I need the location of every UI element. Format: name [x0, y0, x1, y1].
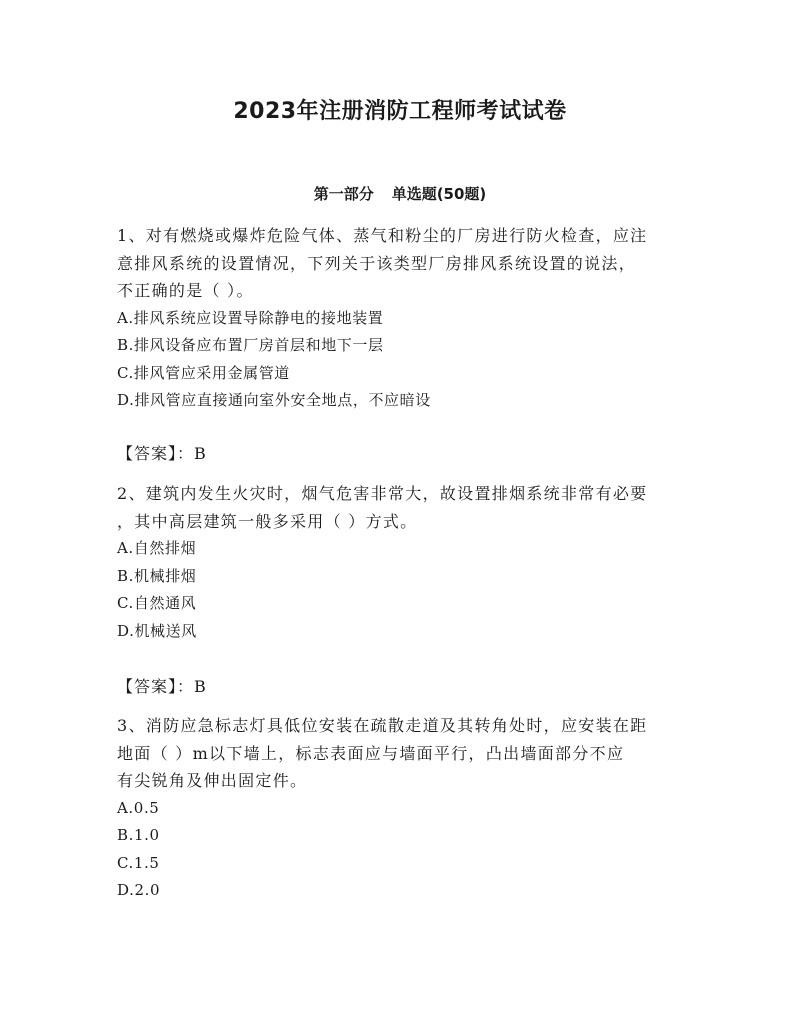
question-2 — [117, 480, 687, 645]
option-a: A.自然排烟 — [117, 539, 197, 557]
option-c: C.1.5 — [117, 853, 160, 872]
section-part: 第一部分 — [313, 185, 374, 203]
answer-value: ：B — [177, 677, 207, 696]
question-text-line: 地面（ ）m以下墙上，标志表面应与墙面平行，凸出墙面部分不应 — [117, 743, 625, 763]
question-1 — [117, 222, 687, 415]
option-d: D.机械送风 — [117, 621, 197, 640]
answer-2 — [117, 673, 687, 700]
option-d: D.2.0 — [117, 881, 161, 899]
option-b: B.1.0 — [117, 826, 160, 844]
answer-value: ：B — [177, 444, 207, 463]
option-b: B.排风设备应布置厂房首层和地下一层 — [117, 336, 384, 354]
option-c: C.自然通风 — [117, 594, 197, 612]
section-type: 单选题(50题) — [391, 185, 487, 203]
question-text-line: ，其中高层建筑一般多采用（ ）方式。 — [117, 511, 418, 531]
answer-label: 【答案】 — [117, 444, 178, 463]
exam-title: 2023年注册消防工程师考试试卷 — [233, 99, 567, 124]
question-text-line: 意排风系统的设置情况，下列关于该类型厂房排风系统设置的说法， — [117, 253, 637, 273]
answer-1 — [117, 440, 687, 467]
option-c: C.排风管应采用金属管道 — [117, 363, 290, 382]
question-text-line: 不正确的是（ ）。 — [117, 281, 254, 300]
option-d: D.排风管应直接通向室外安全地点，不应暗设 — [117, 391, 431, 409]
question-3 — [117, 712, 687, 905]
option-b: B.机械排烟 — [117, 566, 197, 585]
section-heading — [0, 183, 800, 204]
option-a: A.排风系统应设置导除静电的接地装置 — [117, 308, 384, 327]
answer-label: 【答案】 — [117, 677, 178, 696]
question-text-line: 3、消防应急标志灯具低位安装在疏散走道及其转角处时，应安装在距 — [117, 716, 648, 735]
question-text-line: 有尖锐角及伸出固定件。 — [117, 771, 308, 790]
question-text-line: 2、建筑内发生火灾时，烟气危害非常大，故设置排烟系统非常有必要 — [117, 484, 648, 503]
question-text-line: 1、对有燃烧或爆炸危险气体、蒸气和粉尘的厂房进行防火检查，应注 — [117, 226, 648, 245]
option-a: A.0.5 — [117, 798, 160, 817]
